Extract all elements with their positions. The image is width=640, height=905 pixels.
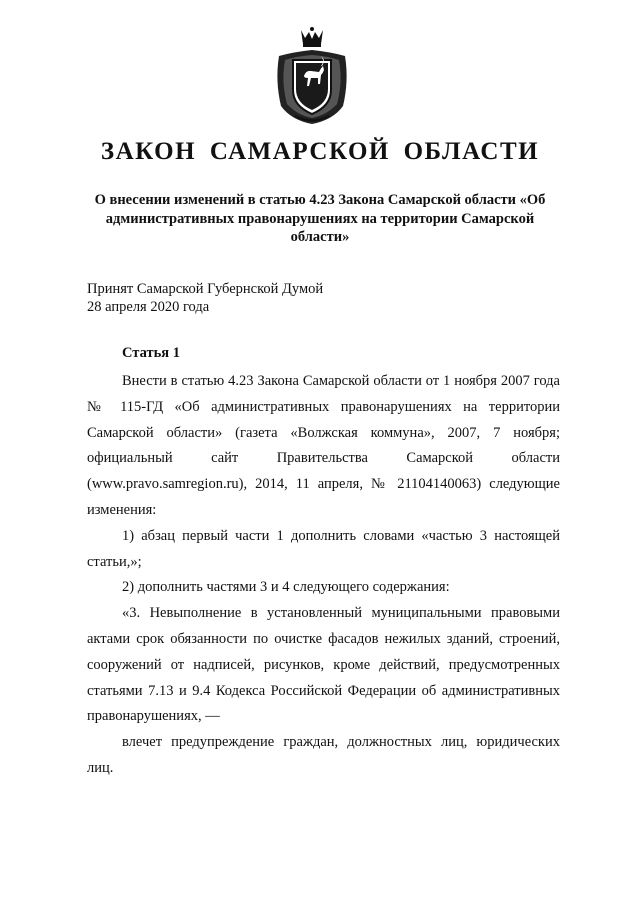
paragraph: Внести в статью 4.23 Закона Самарской области от 1 ноября 2007 года № 115-ГД «Об административных правонарушениях на территории Самарской области» (газета «Волжская коммуна», 2007, 7 ноября; официальный сайт Правительства Самарской области (www.pravo.samregion.ru), 2014, 11 апреля, № 21104140063) следующие изменения:	[87, 373, 560, 518]
samara-coat-of-arms-icon	[271, 26, 353, 126]
paragraph: 1) абзац первый части 1 дополнить словами «частью 3 настоящей статьи,»;	[87, 527, 560, 570]
adoption-date: 28 апреля 2020 года	[87, 299, 210, 315]
adoption-info	[87, 280, 323, 316]
paragraph: 2) дополнить частями 3 и 4 следующего содержания:	[122, 579, 450, 596]
paragraph: «3. Невыполнение в установленный муниципальными правовыми актами срок обязанности по очистке фасадов нежилых зданий, строений, сооружений от надписей, рисунков, кроме действий, предусмотренных статьями 7.13 и 9.4 Кодекса Российской Федерации об административных правонарушениях, —	[87, 605, 560, 725]
adoption-body: Принят Самарской Губернской Думой	[87, 281, 324, 297]
article-heading: Статья 1	[122, 345, 180, 361]
article-body	[87, 369, 560, 782]
law-title: ЗАКОН САМАРСКОЙ ОБЛАСТИ	[100, 138, 540, 165]
paragraph: влечет предупреждение граждан, должностных лиц, юридических лиц.	[87, 734, 560, 776]
law-subtitle: О внесении изменений в статью 4.23 Закона Самарской области «Об административных правонарушениях на территории Самарской области»	[94, 192, 546, 245]
